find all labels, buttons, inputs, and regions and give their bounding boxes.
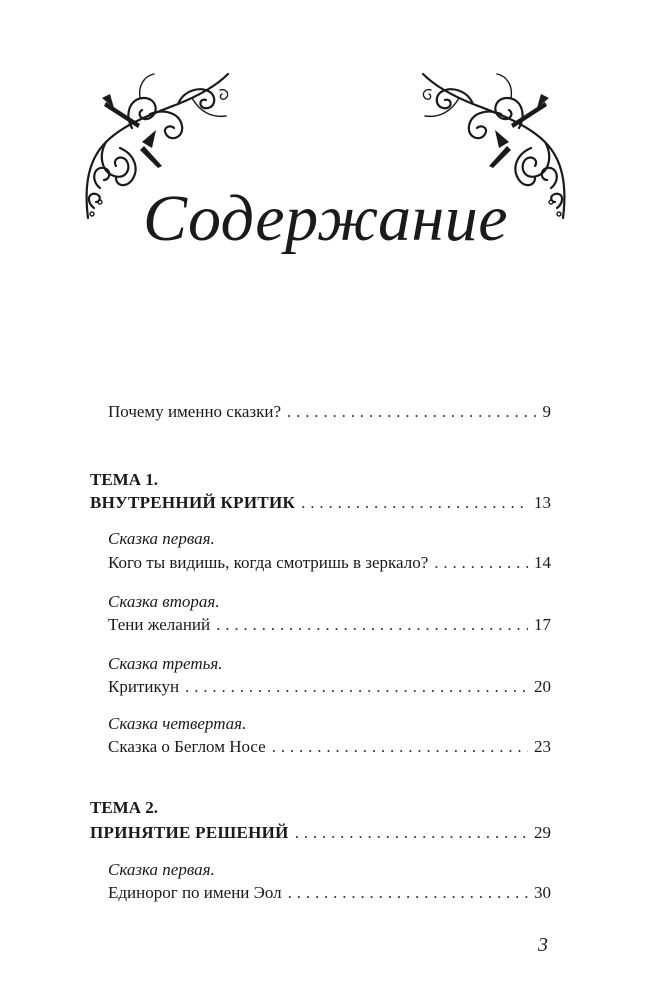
- toc-page-number: 9: [542, 402, 551, 421]
- toc-entry-title: ПРИНЯТИЕ РЕШЕНИЙ: [90, 823, 289, 842]
- toc-entry-tale[interactable]: [108, 883, 551, 903]
- toc-page-number: 23: [534, 737, 551, 756]
- page-number: 3: [538, 934, 548, 956]
- dot-leader: [288, 883, 528, 903]
- toc-entry-title: Почему именно сказки?: [108, 402, 281, 421]
- dot-leader: [295, 823, 528, 843]
- toc-entry-title: Кого ты видишь, когда смотришь в зеркало?: [108, 553, 429, 572]
- tale-label: Сказка третья.: [108, 654, 223, 673]
- theme-label: ТЕМА 1.: [90, 470, 158, 489]
- toc-page-number: 30: [534, 883, 551, 902]
- dot-leader: [216, 615, 528, 635]
- toc-entry-tale[interactable]: [108, 737, 551, 757]
- tale-label: Сказка первая.: [108, 529, 215, 548]
- dot-leader: [287, 402, 537, 422]
- toc-page-number: 17: [534, 615, 551, 634]
- toc-entry-tale[interactable]: [108, 677, 551, 697]
- toc-entry-title: ВНУТРЕННИЙ КРИТИК: [90, 493, 296, 512]
- toc-page-number: 13: [534, 493, 551, 512]
- toc-page-number: 29: [534, 823, 551, 842]
- toc-entry-theme-1[interactable]: [90, 493, 551, 513]
- toc-entry-title: Сказка о Беглом Носе: [108, 737, 266, 756]
- dot-leader: [301, 493, 528, 513]
- tale-label: Сказка первая.: [108, 860, 215, 879]
- toc-page-number: 14: [534, 553, 551, 572]
- page-title: Содержание: [142, 182, 508, 255]
- toc-entry-tale[interactable]: [108, 615, 551, 635]
- tale-label: Сказка четвертая.: [108, 714, 247, 733]
- toc-page-number: 20: [534, 677, 551, 696]
- toc-entry-theme-2[interactable]: [90, 823, 551, 843]
- toc-entry-title: Критикун: [108, 677, 180, 696]
- toc-entry-intro[interactable]: [108, 402, 551, 422]
- dot-leader: [185, 677, 528, 697]
- dot-leader: [434, 553, 528, 573]
- toc-entry-tale[interactable]: [108, 553, 551, 573]
- dot-leader: [272, 737, 528, 757]
- theme-label: ТЕМА 2.: [90, 798, 158, 817]
- tale-label: Сказка вторая.: [108, 592, 220, 611]
- toc-entry-title: Тени желаний: [108, 615, 211, 634]
- toc-entry-title: Единорог по имени Эол: [108, 883, 282, 902]
